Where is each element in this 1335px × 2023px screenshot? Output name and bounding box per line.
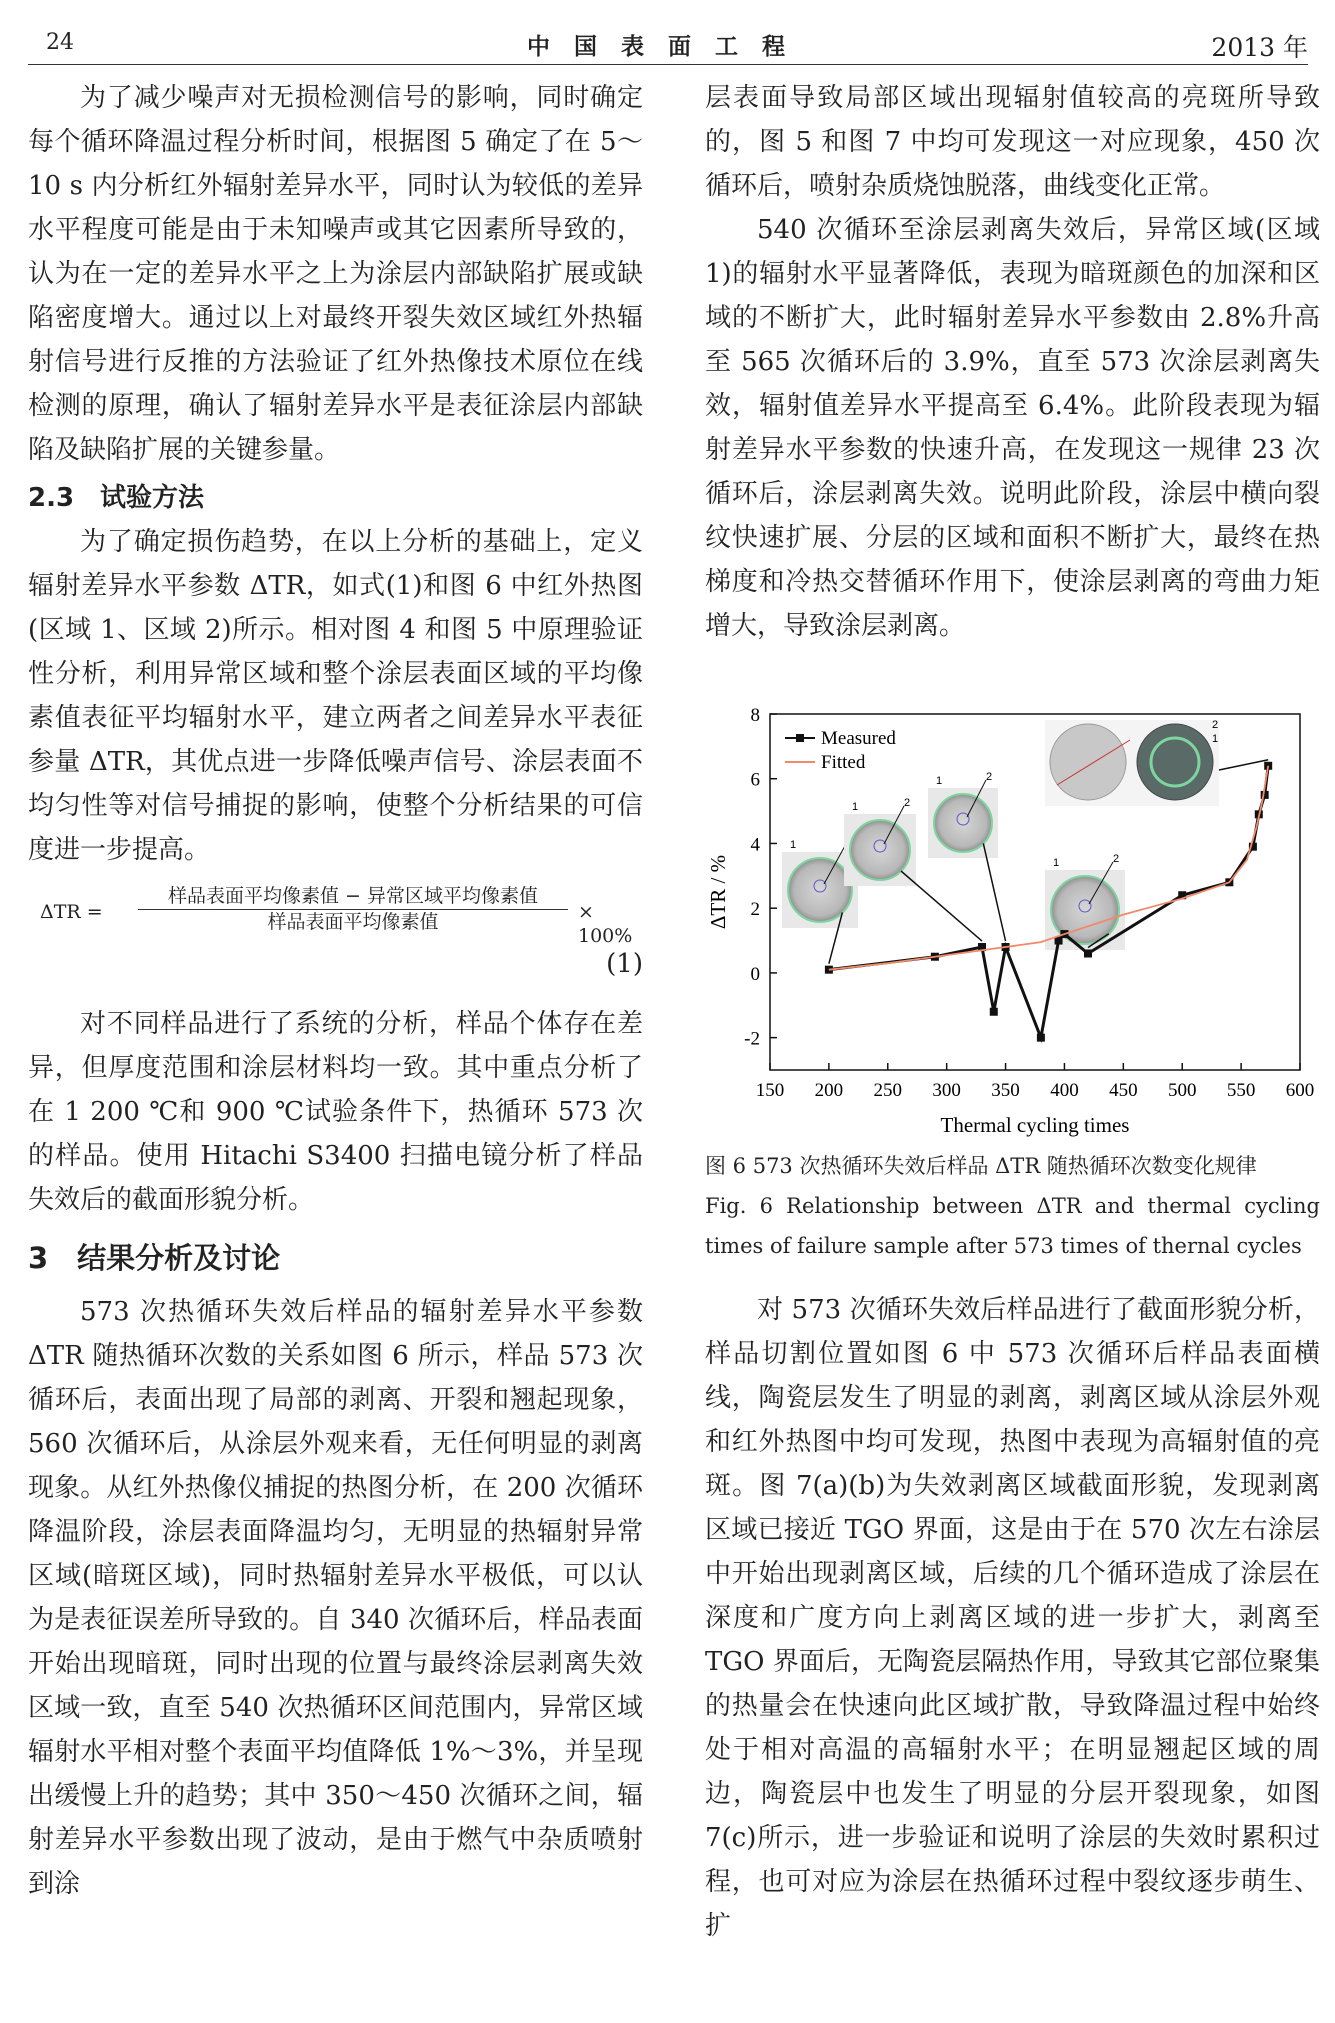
x-tick-label: 150 bbox=[755, 1080, 785, 1101]
figure-caption-cn: 图 6 573 次热循环失效后样品 ΔTR 随热循环次数变化规律 bbox=[705, 1154, 1257, 1178]
data-point bbox=[1084, 949, 1092, 957]
figure-6 bbox=[705, 700, 1315, 1140]
x-tick-label: 300 bbox=[932, 1080, 961, 1101]
paragraph-results: 573 次热循环失效后样品的辐射差异水平参数 ΔTR 随热循环次数的关系如图 6 所示，样品 573 次循环后，表面出现了局部的剥离、开裂和翘起现象，560 次循环后，从涂层外观来看，无任何明显的剥离现象。从红外热像仪捕捉的热图分析，在 200 次循环降温阶段，涂层表面降温均匀，无明显的热辐射异常区域(暗斑区域)，同时热辐射差异水平极低，可以认为是表征误差所导致的。自 340 次循环后，样品表面开始出现暗斑，同时出现的位置与最终涂层剥离失效区域一致，直至 540 次热循环区间范围内，异常区域辐射水平相对整个表面平均值降低 1%～3%，并呈现出缓慢上升的趋势；其中 350～450 次循环之间，辐射差异水平参数出现了波动，是由于燃气中杂质喷射到涂 bbox=[28, 1297, 643, 1899]
paragraph-method: 为了确定损伤趋势，在以上分析的基础上，定义辐射差异水平参数 ΔTR，如式(1)和图 6 中红外热图(区域 1、区域 2)所示。相对图 4 和图 5 中原理验证性分析，利用异常区域和整个涂层表面区域的平均像素值表征平均辐射水平，建立两者之间差异水平表征参量 ΔTR，其优点进一步降低噪声信号、涂层表面不均匀性等对信号捕捉的影响，使整个分析结果的可信度进一步提高。 bbox=[28, 527, 643, 865]
data-point bbox=[1037, 1034, 1045, 1042]
data-point bbox=[990, 1008, 998, 1016]
legend-measured-label: Measured bbox=[821, 728, 896, 749]
inset-label-2: 2 bbox=[904, 797, 911, 809]
paragraph-continued: 层表面导致局部区域出现辐射值较高的亮斑所导致的，图 5 和图 7 中均可发现这一对应现象，450 次循环后，喷射杂质烧蚀脱落，曲线变化正常。 bbox=[705, 83, 1320, 201]
legend-fitted-label: Fitted bbox=[821, 752, 866, 773]
equation-lhs: ΔTR = bbox=[40, 901, 103, 923]
x-tick-label: 450 bbox=[1109, 1080, 1138, 1101]
y-tick-label: 8 bbox=[750, 705, 760, 726]
paragraph-section: 对 573 次循环失效后样品进行了截面形貌分析，样品切割位置如图 6 中 573 次循环后样品表面横线，陶瓷层发生了明显的剥离，剥离区域从涂层外观和红外热图中均可发现，热图中表现为高辐射值的亮斑。图 7(a)(b)为失效剥离区域截面形貌，发现剥离区域已接近 TGO 界面，这是由于在 570 次左右涂层中开始出现剥离区域，后续的几个循环造成了涂层在深度和广度方向上剥离区域的进一步扩大，剥离至 TGO 界面后，无陶瓷层隔热作用，导致其它部位聚集的热量会在快速向此区域扩散，导致降温过程中始终处于相对高温的高辐射水平；在明显翘起区域的周边，陶瓷层中也发生了明显的分层开裂现象，如图 7(c)所示，进一步验证和说明了涂层的失效时累积过程，也可对应为涂层在热循环过程中裂纹逐步萌生、扩 bbox=[705, 1295, 1320, 1941]
right-column-top bbox=[705, 76, 1320, 648]
equation-rhs: × 100% bbox=[578, 901, 633, 947]
inset-label-1: 1 bbox=[1212, 733, 1219, 745]
inset-label-1: 1 bbox=[936, 775, 943, 787]
year: 2013 年 bbox=[1211, 33, 1308, 62]
right-column-bottom bbox=[705, 1146, 1320, 1948]
y-tick-label: -2 bbox=[744, 1028, 760, 1050]
x-axis-label: Thermal cycling times bbox=[940, 1113, 1130, 1137]
inset-label-2: 2 bbox=[986, 771, 993, 783]
x-tick-label: 250 bbox=[873, 1080, 903, 1101]
inset-label-2: 2 bbox=[1212, 719, 1219, 731]
x-tick-label: 600 bbox=[1285, 1080, 1315, 1101]
x-tick-label: 550 bbox=[1226, 1080, 1256, 1101]
equation-1 bbox=[28, 882, 643, 947]
legend-measured-marker bbox=[796, 734, 804, 742]
inset-sample-disc bbox=[934, 794, 992, 852]
inset-photo-thermal bbox=[1137, 724, 1213, 800]
inset-label-1: 1 bbox=[852, 801, 859, 813]
paragraph-samples: 对不同样品进行了系统的分析，样品个体存在差异，但厚度范围和涂层材料均一致。其中重点分析了在 1 200 ℃和 900 ℃试验条件下，热循环 573 次的样品。使用 Hitachi S3400 扫描电镜分析了样品失效后的截面形貌分析。 bbox=[28, 1009, 643, 1215]
y-tick-label: 2 bbox=[750, 899, 760, 921]
x-tick-label: 500 bbox=[1167, 1080, 1197, 1101]
x-tick-label: 200 bbox=[814, 1080, 844, 1101]
paragraph-540: 540 次循环至涂层剥离失效后，异常区域(区域 1)的辐射水平显著降低，表现为暗斑颜色的加深和区域的不断扩大，此时辐射差异水平参数由 2.8%升高至 565 次循环后的 3.9%，直至 573 次涂层剥离失效，辐射值差异水平提高至 6.4%。此阶段表现为辐射差异水平参数的快速升高，在发现这一规律 23 次循环后，涂层剥离失效。说明此阶段，涂层中横向裂纹快速扩展、分层的区域和面积不断扩大，最终在热梯度和冷热交替循环作用下，使涂层剥离的弯曲力矩增大，导致涂层剥离。 bbox=[705, 215, 1320, 641]
left-column bbox=[28, 76, 643, 1906]
journal-title: 中国表面工程 bbox=[527, 33, 809, 60]
equation-denominator: 样品表面平均像素值 bbox=[267, 911, 439, 933]
inset-label-1: 1 bbox=[1053, 857, 1060, 869]
equation-fraction bbox=[138, 884, 568, 934]
section-2-3-heading: 2.3 试验方法 bbox=[28, 483, 205, 513]
paragraph-intro: 为了减少噪声对无损检测信号的影响，同时确定每个循环降温过程分析时间，根据图 5 确定了在 5～10 s 内分析红外辐射差异水平，同时认为较低的差异水平程度可能是由于未知噪声或其它因素所导致的，认为在一定的差异水平之上为涂层内部缺陷扩展或缺陷密度增大。通过以上对最终开裂失效区域红外热辐射信号进行反推的方法验证了红外热像技术原位在线检测的原理，确认了辐射差异水平是表征涂层内部缺陷及缺陷扩展的关键参量。 bbox=[28, 83, 643, 465]
y-tick-label: 0 bbox=[750, 963, 760, 985]
section-3-heading: 3 结果分析及讨论 bbox=[28, 1241, 281, 1275]
page-number: 24 bbox=[46, 30, 74, 55]
y-tick-label: 4 bbox=[750, 834, 760, 856]
inset-photo-visual bbox=[1050, 724, 1126, 800]
y-axis-label: ΔTR / % bbox=[706, 854, 730, 930]
x-tick-label: 350 bbox=[991, 1080, 1020, 1101]
figure-caption-en: Fig. 6 Relationship between ΔTR and thermal cycling times of failure sample after 573 times of thernal cycles bbox=[705, 1194, 1320, 1258]
inset-label-1: 1 bbox=[790, 839, 797, 851]
y-tick-label: 6 bbox=[750, 769, 760, 791]
inset-label-2: 2 bbox=[1113, 853, 1120, 865]
x-tick-label: 400 bbox=[1050, 1080, 1079, 1101]
delta-tr-chart bbox=[705, 700, 1315, 1140]
page-header bbox=[28, 24, 1308, 65]
equation-number: (1) bbox=[606, 949, 643, 979]
equation-numerator: 样品表面平均像素值 − 异常区域平均像素值 bbox=[138, 884, 568, 910]
